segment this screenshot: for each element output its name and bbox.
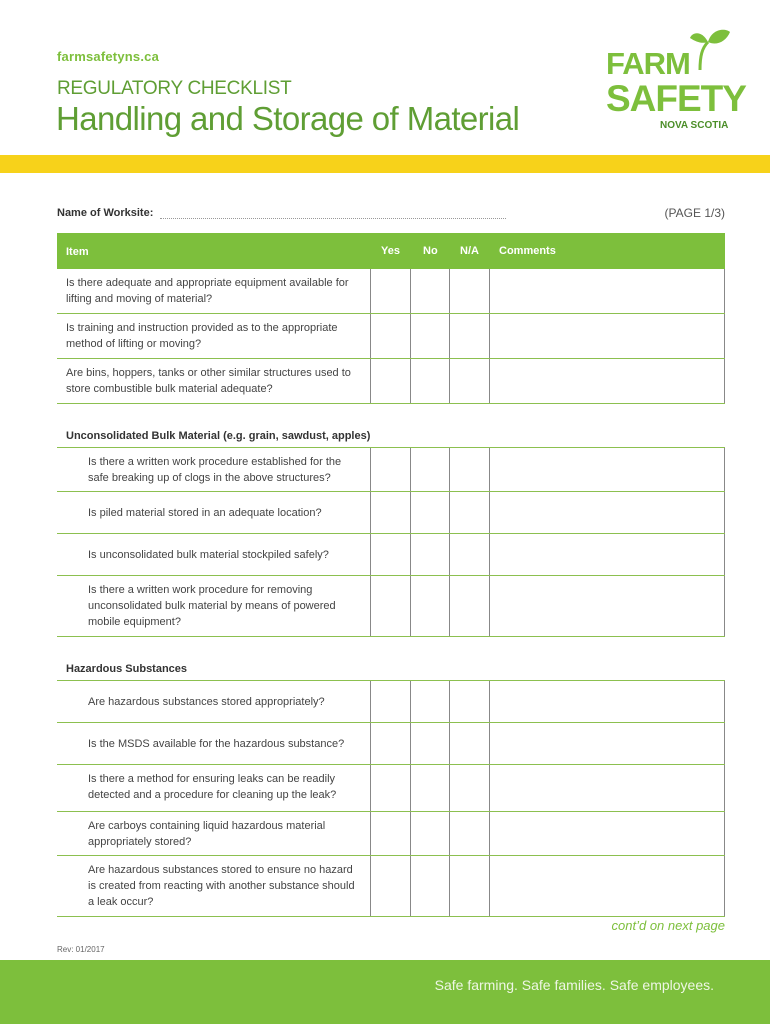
- column-no: No: [423, 245, 438, 257]
- footer-tagline: Safe farming. Safe families. Safe employees.: [434, 977, 714, 993]
- column-yes: Yes: [381, 245, 400, 257]
- checklist-table: [57, 233, 725, 917]
- table-right-border: [724, 812, 725, 855]
- comments-field[interactable]: [489, 576, 490, 636]
- no-checkbox[interactable]: [410, 723, 411, 764]
- comments-field[interactable]: [489, 765, 490, 811]
- no-checkbox[interactable]: [410, 765, 411, 811]
- table-header: [57, 233, 725, 269]
- table-right-border: [724, 576, 725, 636]
- comments-field[interactable]: [489, 359, 490, 403]
- table-row: [57, 448, 725, 492]
- na-checkbox[interactable]: [449, 723, 450, 764]
- na-checkbox[interactable]: [449, 269, 450, 313]
- table-row: [57, 723, 725, 765]
- table-row: [57, 576, 725, 637]
- question-text: Are hazardous substances stored to ensure no hazard is created from reacting with another substance should a leak occur?: [88, 864, 355, 908]
- question-text: Is there a written work procedure established for the safe breaking up of clogs in the above structures?: [88, 456, 342, 484]
- document-subtitle: REGULATORY CHECKLIST: [57, 78, 292, 99]
- question-text: Is there a method for ensuring leaks can be readily detected and a procedure for cleaning up the leak?: [88, 773, 337, 801]
- table-row: [57, 269, 725, 314]
- column-na: N/A: [460, 245, 479, 257]
- yes-checkbox[interactable]: [370, 765, 371, 811]
- question-text: Is training and instruction provided as to the appropriate method of lifting or moving?: [66, 322, 338, 350]
- comments-field[interactable]: [489, 314, 490, 358]
- yes-checkbox[interactable]: [370, 359, 371, 403]
- table-row: [57, 534, 725, 576]
- table-right-border: [724, 856, 725, 916]
- question-text: Is piled material stored in an adequate location?: [88, 507, 322, 519]
- question-text: Are hazardous substances stored appropriately?: [88, 696, 325, 708]
- na-checkbox[interactable]: [449, 359, 450, 403]
- yes-checkbox[interactable]: [370, 269, 371, 313]
- question-text: Is there adequate and appropriate equipment available for lifting and moving of material?: [66, 277, 349, 305]
- website-url: farmsafetyns.ca: [57, 49, 159, 64]
- comments-field[interactable]: [489, 448, 490, 491]
- na-checkbox[interactable]: [449, 812, 450, 855]
- table-row: [57, 765, 725, 812]
- table-right-border: [724, 314, 725, 358]
- na-checkbox[interactable]: [449, 765, 450, 811]
- question-text: Is unconsolidated bulk material stockpiled safely?: [88, 549, 329, 561]
- table-right-border: [724, 723, 725, 764]
- section-title: Hazardous Substances: [66, 663, 188, 675]
- yes-checkbox[interactable]: [370, 856, 371, 916]
- footer-bar: [0, 960, 770, 1024]
- no-checkbox[interactable]: [410, 856, 411, 916]
- no-checkbox[interactable]: [410, 576, 411, 636]
- table-right-border: [724, 359, 725, 403]
- table-right-border: [724, 534, 725, 575]
- table-row: [57, 314, 725, 359]
- table-right-border: [724, 681, 725, 722]
- na-checkbox[interactable]: [449, 681, 450, 722]
- yes-checkbox[interactable]: [370, 448, 371, 491]
- yes-checkbox[interactable]: [370, 492, 371, 533]
- farm-safety-logo: [606, 26, 746, 136]
- question-text: Are bins, hoppers, tanks or other similar structures used to store combustible bulk material adequate?: [66, 367, 351, 395]
- table-row: [57, 856, 725, 917]
- no-checkbox[interactable]: [410, 534, 411, 575]
- yellow-divider: [0, 155, 770, 173]
- column-item: Item: [66, 246, 89, 258]
- table-right-border: [724, 765, 725, 811]
- yes-checkbox[interactable]: [370, 812, 371, 855]
- table-row: [57, 359, 725, 404]
- question-text: Is the MSDS available for the hazardous substance?: [88, 738, 345, 750]
- table-right-border: [724, 492, 725, 533]
- comments-field[interactable]: [489, 681, 490, 722]
- question-text: Is there a written work procedure for removing unconsolidated bulk material by means of powered mobile equipment?: [88, 584, 336, 628]
- page-number: (PAGE 1/3): [664, 206, 725, 220]
- na-checkbox[interactable]: [449, 856, 450, 916]
- worksite-input-line[interactable]: [160, 218, 506, 219]
- table-right-border: [724, 269, 725, 313]
- yes-checkbox[interactable]: [370, 534, 371, 575]
- comments-field[interactable]: [489, 856, 490, 916]
- sprout-icon: [686, 26, 732, 72]
- question-text: Are carboys containing liquid hazardous material appropriately stored?: [88, 820, 326, 848]
- yes-checkbox[interactable]: [370, 576, 371, 636]
- document-title: Handling and Storage of Material: [56, 100, 520, 137]
- section-header: [57, 404, 725, 448]
- no-checkbox[interactable]: [410, 812, 411, 855]
- no-checkbox[interactable]: [410, 681, 411, 722]
- comments-field[interactable]: [489, 269, 490, 313]
- comments-field[interactable]: [489, 492, 490, 533]
- logo-nova-scotia-text: NOVA SCOTIA: [660, 120, 729, 131]
- no-checkbox[interactable]: [410, 492, 411, 533]
- na-checkbox[interactable]: [449, 492, 450, 533]
- no-checkbox[interactable]: [410, 359, 411, 403]
- logo-farm-text: FARM: [606, 46, 690, 81]
- comments-field[interactable]: [489, 723, 490, 764]
- yes-checkbox[interactable]: [370, 314, 371, 358]
- continued-note: cont’d on next page: [611, 918, 725, 933]
- logo-safety-text: SAFETY: [606, 78, 746, 119]
- no-checkbox[interactable]: [410, 448, 411, 491]
- na-checkbox[interactable]: [449, 448, 450, 491]
- yes-checkbox[interactable]: [370, 723, 371, 764]
- no-checkbox[interactable]: [410, 269, 411, 313]
- na-checkbox[interactable]: [449, 576, 450, 636]
- revision-date: Rev: 01/2017: [57, 945, 105, 954]
- na-checkbox[interactable]: [449, 314, 450, 358]
- na-checkbox[interactable]: [449, 534, 450, 575]
- worksite-label: Name of Worksite:: [57, 207, 154, 219]
- yes-checkbox[interactable]: [370, 681, 371, 722]
- column-comments: Comments: [499, 245, 556, 257]
- comments-field[interactable]: [489, 812, 490, 855]
- table-right-border: [724, 448, 725, 491]
- table-row: [57, 812, 725, 856]
- comments-field[interactable]: [489, 534, 490, 575]
- section-header: [57, 637, 725, 681]
- table-row: [57, 492, 725, 534]
- no-checkbox[interactable]: [410, 314, 411, 358]
- section-title: Unconsolidated Bulk Material (e.g. grain, sawdust, apples): [66, 430, 371, 442]
- table-row: [57, 681, 725, 723]
